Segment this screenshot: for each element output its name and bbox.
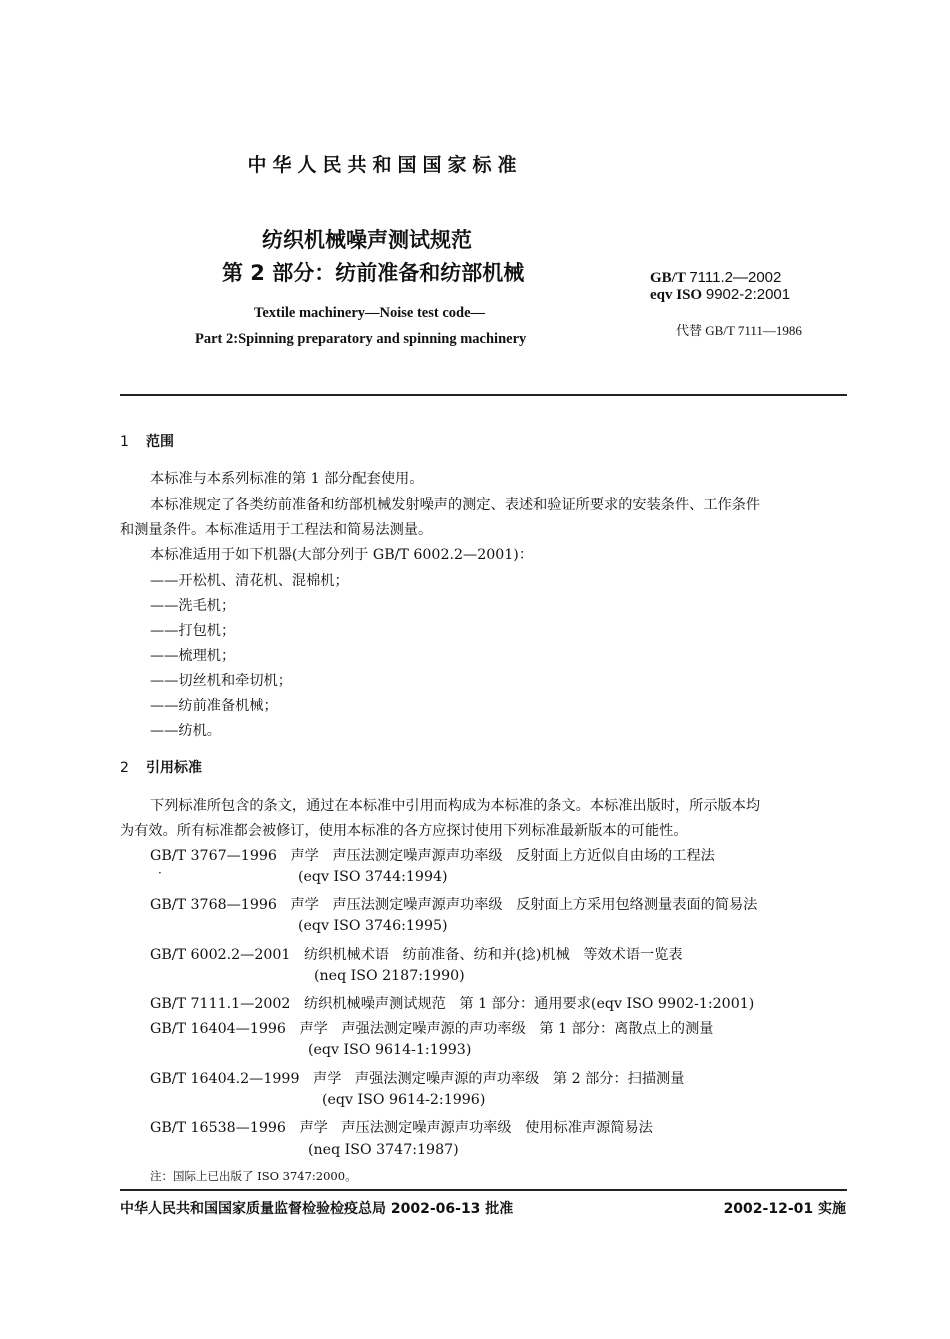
replaces-standard: 代替 GB/T 7111—1986 (676, 323, 802, 338)
header-divider (120, 394, 847, 396)
section2-heading (120, 757, 202, 777)
stray-dot: · (158, 866, 162, 880)
title-zh-line1: 纺织机械噪声测试规范 (262, 228, 472, 252)
reference-equivalent: (eqv ISO 3746:1995) (298, 918, 448, 934)
section2-number: 2 (120, 760, 129, 776)
title-en-line1: Textile machinery—Noise test code— (254, 305, 486, 321)
reference-line: GB/T 7111.1—2002 纺织机械噪声测试规范 第 1 部分：通用要求(eqv ISO 9902-1:2001) (150, 996, 755, 1012)
title-en-line2: Part 2:Spinning preparatory and spinning machinery (195, 331, 527, 347)
equivalent-iso-code (650, 286, 790, 304)
footnote: 注：国际上已出版了 ISO 3747:2000。 (150, 1169, 357, 1183)
section2-para-line2: 为有效。所有标准都会被修订，使用本标准的各方应探讨使用下列标准最新版本的可能性。 (120, 823, 688, 839)
list-item: ——切丝机和牵切机； (150, 673, 292, 689)
list-item: ——开松机、清花机、混棉机； (150, 573, 349, 589)
section2-title: 引用标准 (146, 760, 202, 776)
section1-para2-line1: 本标准规定了各类纺前准备和纺部机械发射噪声的测定、表述和验证所要求的安装条件、工作条件 (150, 497, 761, 513)
list-item: ——洗毛机； (150, 598, 236, 614)
standard-code (650, 269, 781, 287)
reference-equivalent: (eqv ISO 3744:1994) (298, 869, 448, 885)
section2-para-line1: 下列标准所包含的条文，通过在本标准中引用而构成为本标准的条文。本标准出版时，所示版本均 (150, 798, 761, 814)
reference-line: GB/T 6002.2—2001 纺织机械术语 纺前准备、纺和并(捻)机械 等效术语一览表 (150, 947, 683, 963)
approval-statement: 中华人民共和国国家质量监督检验检疫总局 2002-06-13 批准 (120, 1201, 514, 1217)
section1-para3: 本标准适用于如下机器(大部分列于 GB/T 6002.2—2001)： (150, 547, 534, 563)
section1-number: 1 (120, 434, 129, 450)
eqv-prefix: eqv ISO (650, 287, 703, 303)
reference-line: GB/T 3767—1996 声学 声压法测定噪声源声功率级 反射面上方近似自由场的工程法 (150, 848, 715, 864)
reference-equivalent: (neq ISO 3747:1987) (308, 1142, 459, 1158)
reference-equivalent: (neq ISO 2187:1990) (314, 968, 465, 984)
title-zh-line2: 第 2 部分：纺前准备和纺部机械 (222, 261, 525, 285)
reference-line: GB/T 16538—1996 声学 声压法测定噪声源声功率级 使用标准声源简易法 (150, 1120, 653, 1136)
list-item: ——纺机。 (150, 723, 221, 739)
list-item: ——梳理机； (150, 648, 236, 664)
reference-line: GB/T 16404—1996 声学 声强法测定噪声源的声功率级 第 1 部分：离散点上的测量 (150, 1021, 714, 1037)
footer-divider (120, 1189, 847, 1191)
reference-line: GB/T 3768—1996 声学 声压法测定噪声源声功率级 反射面上方采用包络测量表面的简易法 (150, 897, 758, 913)
section1-title: 范围 (146, 434, 174, 450)
list-item: ——纺前准备机械； (150, 698, 278, 714)
standard-code-prefix: GB/T (650, 270, 686, 286)
reference-equivalent: (eqv ISO 9614-1:1993) (308, 1042, 472, 1058)
section1-para2-line2: 和测量条件。本标准适用于工程法和简易法测量。 (120, 522, 433, 538)
eqv-number: 9902-2:2001 (705, 286, 791, 303)
reference-line: GB/T 16404.2—1999 声学 声强法测定噪声源的声功率级 第 2 部分：扫描测量 (150, 1071, 685, 1087)
list-item: ——打包机； (150, 623, 236, 639)
section1-heading (120, 431, 174, 451)
reference-equivalent: (eqv ISO 9614-2:1996) (322, 1092, 486, 1108)
implementation-date: 2002-12-01 实施 (723, 1201, 846, 1217)
section1-para1: 本标准与本系列标准的第 1 部分配套使用。 (150, 471, 424, 487)
national-standard-heading: 中华人民共和国国家标准 (247, 154, 523, 176)
standard-code-number: 7111.2—2002 (689, 269, 782, 286)
